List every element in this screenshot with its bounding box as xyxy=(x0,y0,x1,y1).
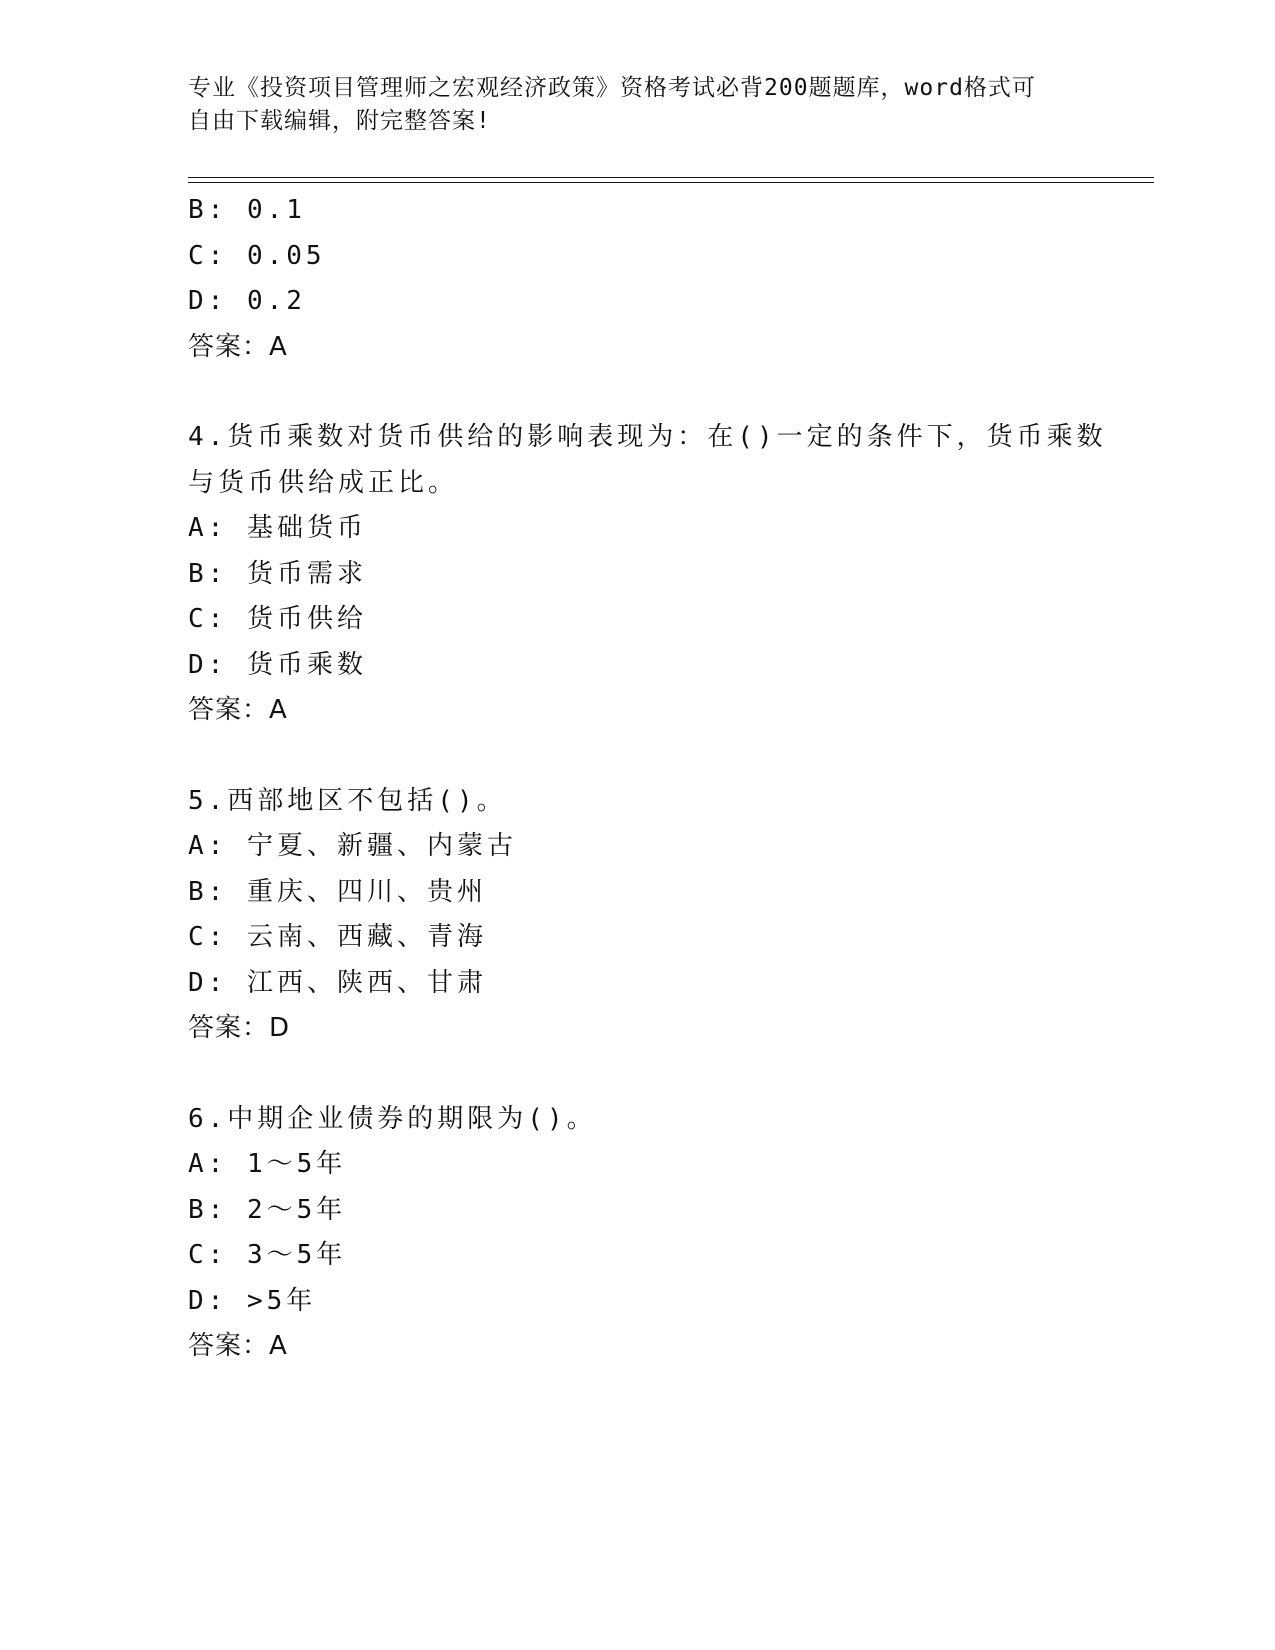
answer-line: 答案：A xyxy=(188,1331,288,1361)
question-text-line-1: 4.货币乘数对货币供给的影响表现为：在()一定的条件下，货币乘数 xyxy=(188,422,1107,452)
question-text-line-2: 与货币供给成正比。 xyxy=(188,467,459,498)
answer-line: 答案：D xyxy=(188,1013,291,1043)
option-d: D: 江西、陕西、甘肃 xyxy=(188,967,487,998)
option-b: B: 2～5年 xyxy=(188,1194,347,1225)
question-list xyxy=(188,188,1108,1370)
option-c: C: 0.05 xyxy=(188,240,326,271)
answer-line: 答案：A xyxy=(188,331,288,362)
header-rule-bottom xyxy=(188,182,1154,183)
question-text-line-1: 5.西部地区不包括()。 xyxy=(188,785,507,816)
option-c: C: 货币供给 xyxy=(188,604,367,634)
question-4 xyxy=(188,415,1108,734)
option-b: B: 货币需求 xyxy=(188,558,367,589)
option-c: C: 云南、西藏、青海 xyxy=(188,922,487,952)
answer-line: 答案：A xyxy=(188,695,288,725)
document-header xyxy=(188,72,1088,138)
header-rule-top xyxy=(188,177,1154,178)
header-line-2: 自由下载编辑，附完整答案! xyxy=(188,108,491,134)
question-6 xyxy=(188,1097,1108,1370)
option-d: D: 0.2 xyxy=(188,286,306,316)
question-3-continued xyxy=(188,188,1108,370)
option-b: B: 0.1 xyxy=(188,195,306,225)
option-d: D: 货币乘数 xyxy=(188,649,367,680)
option-a: A: 宁夏、新疆、内蒙古 xyxy=(188,831,517,861)
question-text-line-1: 6.中期企业债券的期限为()。 xyxy=(188,1103,597,1134)
header-line-1: 专业《投资项目管理师之宏观经济政策》资格考试必背200题题库，word格式可 xyxy=(188,75,1036,101)
option-a: A: 基础货币 xyxy=(188,513,367,543)
option-d: D: >5年 xyxy=(188,1285,317,1316)
option-b: B: 重庆、四川、贵州 xyxy=(188,876,487,907)
option-c: C: 3～5年 xyxy=(188,1240,347,1270)
option-a: A: 1～5年 xyxy=(188,1149,347,1179)
question-5 xyxy=(188,779,1108,1052)
